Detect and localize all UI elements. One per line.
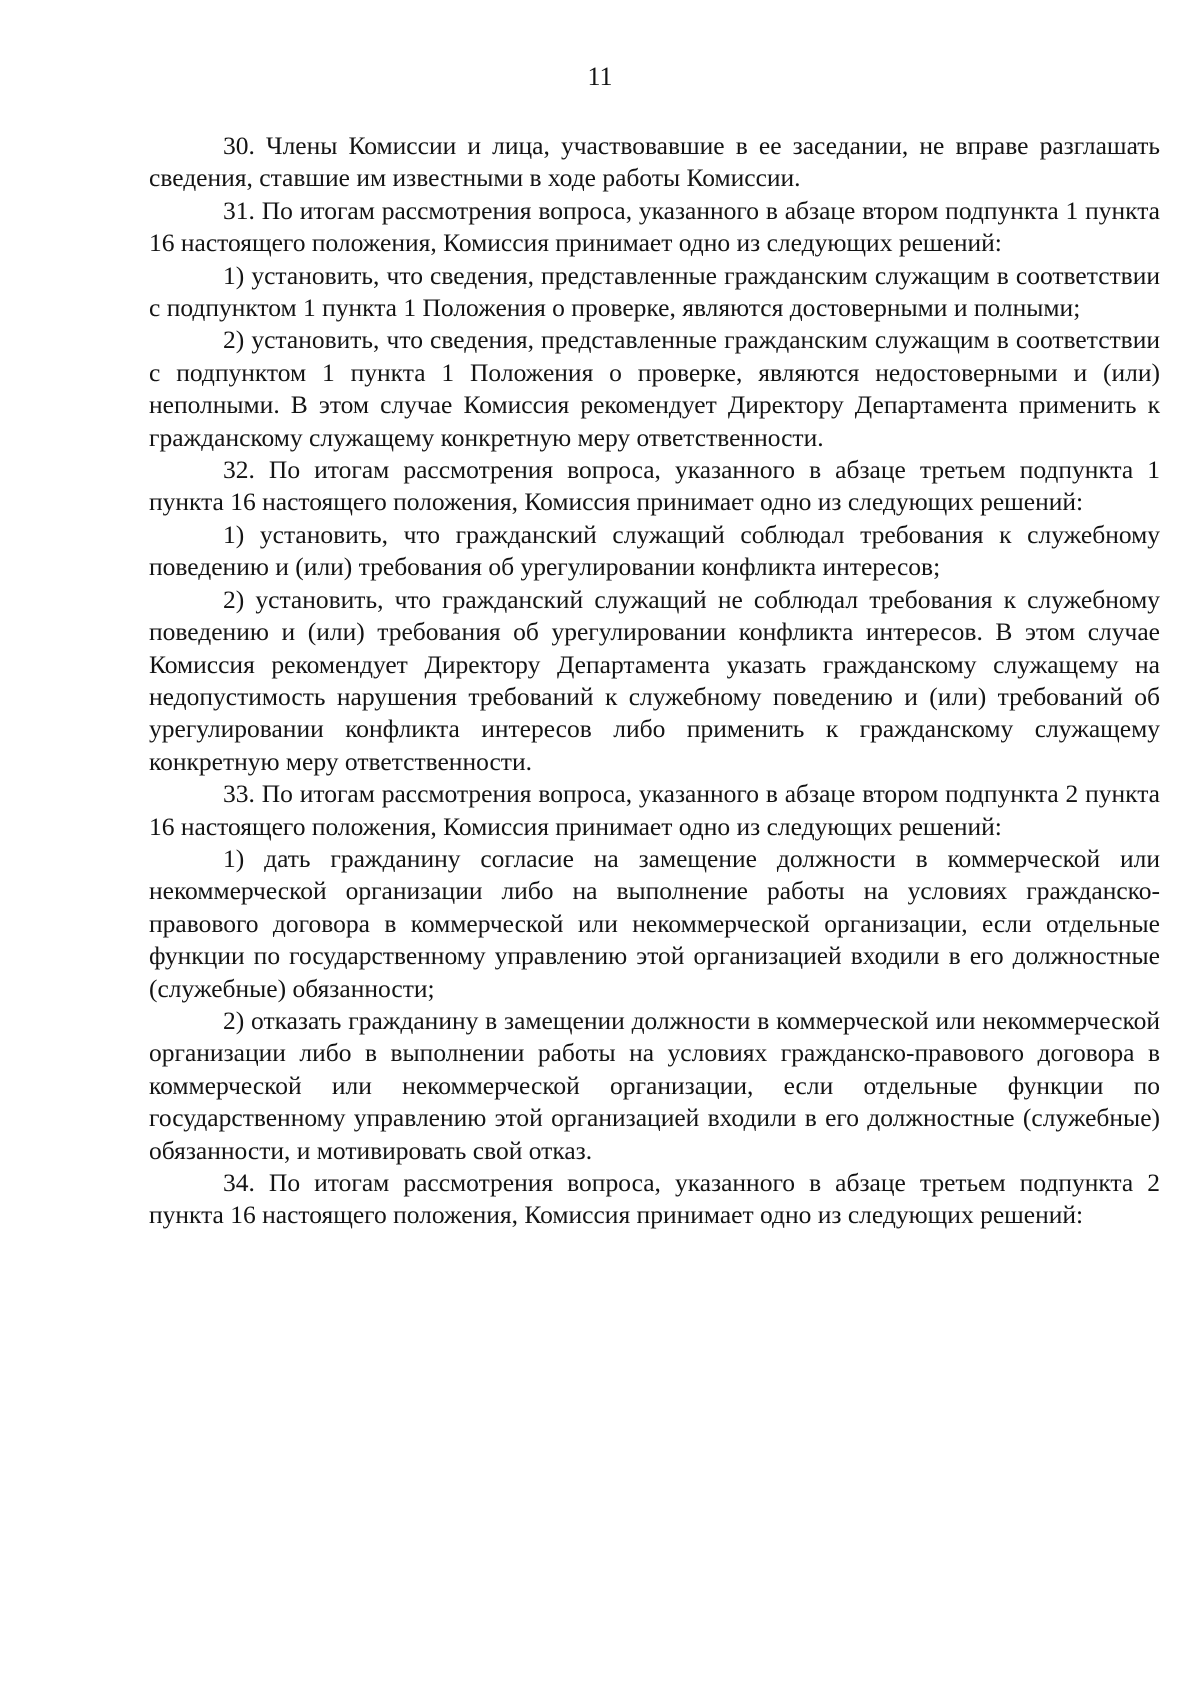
- paragraph-31: 31. По итогам рассмотрения вопроса, указанного в абзаце втором подпункта 1 пункта 16 настоящего положения, Комиссия принимает одно из следующих решений:: [149, 195, 1160, 258]
- paragraph-33: 33. По итогам рассмотрения вопроса, указанного в абзаце втором подпункта 2 пункта 16 настоящего положения, Комиссия принимает одно из следующих решений:: [149, 779, 1160, 841]
- paragraph-32-item-1: 1) установить, что гражданский служащий соблюдал требования к служебному поведению и (или) требования об урегулировании конфликта интересов;: [149, 519, 1160, 582]
- paragraph-34: 34. По итогам рассмотрения вопроса, указанного в абзаце третьем подпункта 2 пункта 16 настоящего положения, Комиссия принимает одно из следующих решений:: [149, 1168, 1160, 1230]
- document-body: [149, 130, 1160, 1232]
- paragraph-33-item-1: 1) дать гражданину согласие на замещение должности в коммерческой или некоммерческой организации либо на выполнение работы на условиях гражданско-правового договора в коммерческой или некоммерческой организации, если отдельные функции по государственному управлению этой организацией входили в его должностные (служебные) обязанности;: [149, 843, 1160, 1003]
- paragraph-32: 32. По итогам рассмотрения вопроса, указанного в абзаце третьем подпункта 1 пункта 16 настоящего положения, Комиссия принимает одно из следующих решений:: [149, 455, 1160, 517]
- paragraph-31-item-2: 2) установить, что сведения, представленные гражданским служащим в соответствии с подпунктом 1 пункта 1 Положения о проверке, являются недостоверными и (или) неполными. В этом случае Комиссия рекомендует Директору Департамента применить к гражданскому служащему конкретную меру ответственности.: [149, 325, 1160, 452]
- paragraph-32-item-2: 2) установить, что гражданский служащий не соблюдал требования к служебному поведению и (или) требования об урегулировании конфликта интересов. В этом случае Комиссия рекомендует Директору Департамента указать гражданскому служащему на недопустимость нарушения требований к служебному поведению и (или) требований об урегулировании конфликта интересов либо применить к гражданскому служащему конкретную меру ответственности.: [149, 584, 1160, 776]
- page-number: 11: [587, 62, 613, 91]
- paragraph-31-item-1: 1) установить, что сведения, представленные гражданским служащим в соответствии с подпунктом 1 пункта 1 Положения о проверке, являются достоверными и полными;: [149, 260, 1160, 323]
- paragraph-30: 30. Члены Комиссии и лица, участвовавшие в ее заседании, не вправе разглашать сведения, ставшие им известными в ходе работы Комиссии.: [149, 131, 1160, 193]
- paragraph-33-item-2: 2) отказать гражданину в замещении должности в коммерческой или некоммерческой организации либо в выполнении работы на условиях гражданско-правового договора в коммерческой или некоммерческой организации, если отдельные функции по государственному управлению этой организацией входили в его должностные (служебные) обязанности, и мотивировать свой отказ.: [149, 1005, 1160, 1165]
